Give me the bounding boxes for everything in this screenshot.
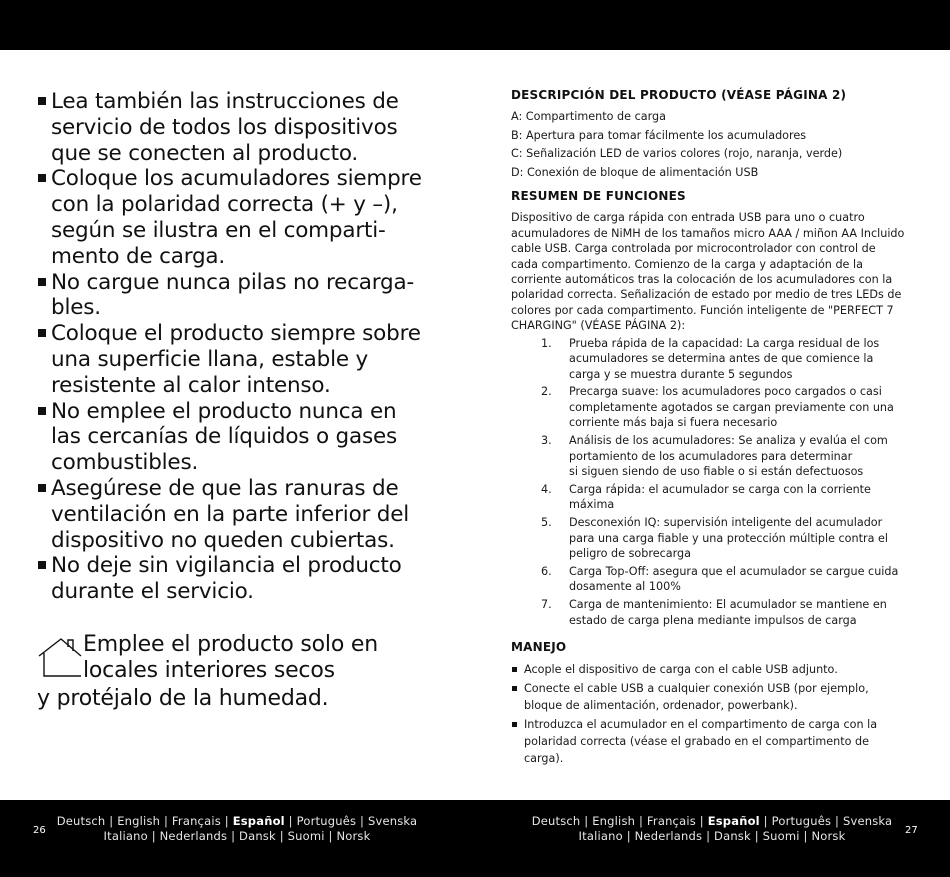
text-line: polaridad correcta. Señalización de estado por medio de tres LEDs de	[511, 288, 902, 302]
safety-bullet	[37, 270, 447, 322]
safety-bullet	[37, 321, 447, 398]
functions-paragraph	[511, 210, 911, 333]
description-heading: DESCRIPCIÓN DEL PRODUCTO (VÉASE PÁGINA 2)	[511, 88, 847, 102]
text-line: con la polaridad correcta (+ y –),	[51, 192, 398, 218]
language-line-1	[17, 814, 457, 829]
text-line: Precarga suave: los acumuladores poco cargados o casi	[569, 385, 882, 399]
text-line: dispositivo no queden cubiertas.	[51, 527, 395, 553]
text-line: Análisis de los acumuladores: Se analiza y evalúa el com	[569, 434, 888, 448]
square-bullet-icon	[38, 278, 46, 286]
numbered-item	[511, 564, 911, 595]
notice-line-1: Emplee el producto solo en	[83, 632, 378, 657]
safety-bullet	[37, 553, 447, 605]
text-line: Prueba rápida de la capacidad: La carga residual de los	[569, 336, 880, 350]
text-line: según se ilustra en el comparti-	[51, 217, 386, 243]
notice-line-2: locales interiores secos	[83, 658, 335, 683]
text-line: Conecte el cable USB a cualquier conexión USB (por ejemplo,	[524, 682, 869, 696]
handling-item	[511, 716, 911, 767]
text-line: portamiento de los acumuladores para determinar	[569, 449, 853, 463]
square-bullet-icon	[512, 686, 517, 691]
text-line: estado de carga plena mediante impulsos de carga	[569, 613, 857, 627]
language-list-right	[492, 814, 932, 844]
language-line-2: Italiano | Nederlands | Dansk | Suomi | Norsk	[578, 829, 846, 843]
numbered-item	[511, 336, 911, 382]
text-line: dosamente al 100%	[569, 580, 681, 594]
square-bullet-icon	[38, 329, 46, 337]
item-number: 6.	[541, 564, 552, 578]
square-bullet-icon	[38, 174, 46, 182]
item-number: 7.	[541, 598, 552, 612]
page-number-right: 27	[905, 825, 918, 836]
square-bullet-icon	[512, 667, 517, 672]
text-line: carga y se muestra durante 5 segundos	[569, 367, 793, 381]
text-line: Carga Top-Off: asegura que el acumulador se cargue cuida	[569, 564, 899, 578]
language-line-2: Italiano | Nederlands | Dansk | Suomi | Norsk	[103, 829, 371, 843]
safety-bullet	[37, 476, 447, 553]
text-line: Coloque el producto siempre sobre	[51, 321, 421, 347]
numbered-item	[511, 433, 911, 479]
item-number: 3.	[541, 434, 552, 448]
text-line: Asegúrese de que las ranuras de	[51, 475, 399, 501]
languages-after-current: | Português | Svenska	[759, 814, 893, 828]
footer-bar	[0, 800, 950, 877]
text-line: resistente al calor intenso.	[51, 372, 331, 398]
text-line: Acople el dispositivo de carga con el cable USB adjunto.	[524, 663, 838, 677]
text-line: Lea también las instrucciones de	[51, 89, 399, 114]
numbered-item	[511, 515, 911, 561]
handling-list	[511, 661, 911, 767]
functions-heading: RESUMEN DE FUNCIONES	[511, 189, 686, 204]
numbered-item	[511, 384, 911, 430]
description-list	[511, 109, 911, 180]
text-line: bloque de alimentación, ordenador, powerbank).	[524, 699, 798, 713]
language-line-1	[492, 814, 932, 829]
item-number: 4.	[541, 482, 552, 496]
safety-bullet-list	[37, 89, 447, 605]
item-number: 1.	[541, 336, 552, 350]
text-line: que se conecten al producto.	[51, 140, 359, 166]
text-line: completamente agotados se cargan previamente con una	[569, 400, 894, 414]
languages-before-current: Deutsch | English | Français |	[56, 814, 233, 828]
text-line: corriente automáticos tras la colocación de los acumuladores con la	[511, 273, 893, 287]
text-line: durante el servicio.	[51, 579, 254, 605]
text-line: peligro de sobrecarga	[569, 546, 691, 560]
text-line: ventilación en la parte inferior del	[51, 501, 410, 527]
safety-bullet	[37, 399, 447, 476]
text-line: Desconexión IQ: supervisión inteligente del acumulador	[569, 516, 883, 530]
text-line: polaridad correcta (véase el grabado en el compartimento de	[524, 735, 870, 749]
languages-before-current: Deutsch | English | Français |	[531, 814, 708, 828]
numbered-item	[511, 482, 911, 513]
text-line: servicio de todos los dispositivos	[51, 114, 398, 140]
page-number-left: 26	[33, 825, 46, 836]
square-bullet-icon	[512, 722, 517, 727]
description-item: B: Apertura para tomar fácilmente los acumuladores	[511, 128, 807, 142]
text-line: acumuladores de NiMH de los tamaños micro AAA / miñon AA Incluido	[511, 226, 905, 240]
square-bullet-icon	[38, 97, 46, 105]
text-line: máxima	[569, 498, 615, 512]
text-line: mento de carga.	[51, 243, 226, 269]
house-icon	[37, 636, 83, 678]
text-line: combustibles.	[51, 450, 199, 476]
handling-heading: MANEJO	[511, 640, 567, 654]
current-language: Español	[707, 814, 760, 828]
item-number: 2.	[541, 385, 552, 399]
text-line: cada compartimento. Comienzo de la carga y adaptación de la	[511, 257, 863, 271]
indoor-use-notice	[37, 632, 447, 714]
text-line: No emplee el producto nunca en	[51, 398, 397, 424]
description-item: A: Compartimento de carga	[511, 110, 666, 124]
perfect-7-list	[511, 336, 911, 628]
text-line: si siguen siendo de uso fiable o si están defectuosos	[569, 464, 864, 478]
text-line: colores por cada compartimento. Función inteligente de "PERFECT 7	[511, 303, 894, 317]
square-bullet-icon	[38, 484, 46, 492]
text-line: las cercanías de líquidos o gases	[51, 424, 397, 450]
text-line: Coloque los acumuladores siempre	[51, 166, 422, 192]
square-bullet-icon	[38, 561, 46, 569]
text-line: Carga rápida: el acumulador se carga con la corriente	[569, 482, 871, 496]
text-line: para una carga fiable y una protección múltiple contra el	[569, 531, 888, 545]
text-line: No deje sin vigilancia el producto	[51, 553, 402, 579]
top-bar	[0, 0, 950, 50]
current-language: Español	[232, 814, 285, 828]
safety-bullet	[37, 166, 447, 269]
square-bullet-icon	[38, 407, 46, 415]
text-line: corriente más baja si fuera necesario	[569, 416, 778, 430]
text-line: una superficie llana, estable y	[51, 346, 369, 372]
description-item: C: Señalización LED de varios colores (rojo, naranja, verde)	[511, 147, 843, 161]
text-line: acumuladores se determina antes de que comience la	[569, 352, 874, 366]
handling-item	[511, 661, 911, 678]
text-line: carga).	[524, 752, 564, 766]
safety-instructions	[37, 89, 447, 605]
safety-bullet	[37, 89, 447, 166]
languages-after-current: | Português | Svenska	[284, 814, 418, 828]
text-line: bles.	[51, 295, 101, 321]
text-line: Dispositivo de carga rápida con entrada USB para uno o cuatro	[511, 211, 865, 225]
item-number: 5.	[541, 516, 552, 530]
language-list-left	[17, 814, 457, 844]
text-line: Introduzca el acumulador en el compartimento de carga con la	[524, 718, 878, 732]
description-item: D: Conexión de bloque de alimentación USB	[511, 165, 759, 179]
text-line: cable USB. Carga controlada por microcontrolador con control de	[511, 242, 876, 256]
text-line: CHARGING" (VÉASE PÁGINA 2):	[511, 319, 686, 333]
product-info-column	[511, 88, 911, 769]
notice-line-3: y protéjalo de la humedad.	[37, 686, 329, 711]
text-line: No cargue nunca pilas no recarga-	[51, 269, 415, 295]
handling-item	[511, 680, 911, 714]
text-line: Carga de mantenimiento: El acumulador se mantiene en	[569, 598, 887, 612]
numbered-item	[511, 597, 911, 628]
